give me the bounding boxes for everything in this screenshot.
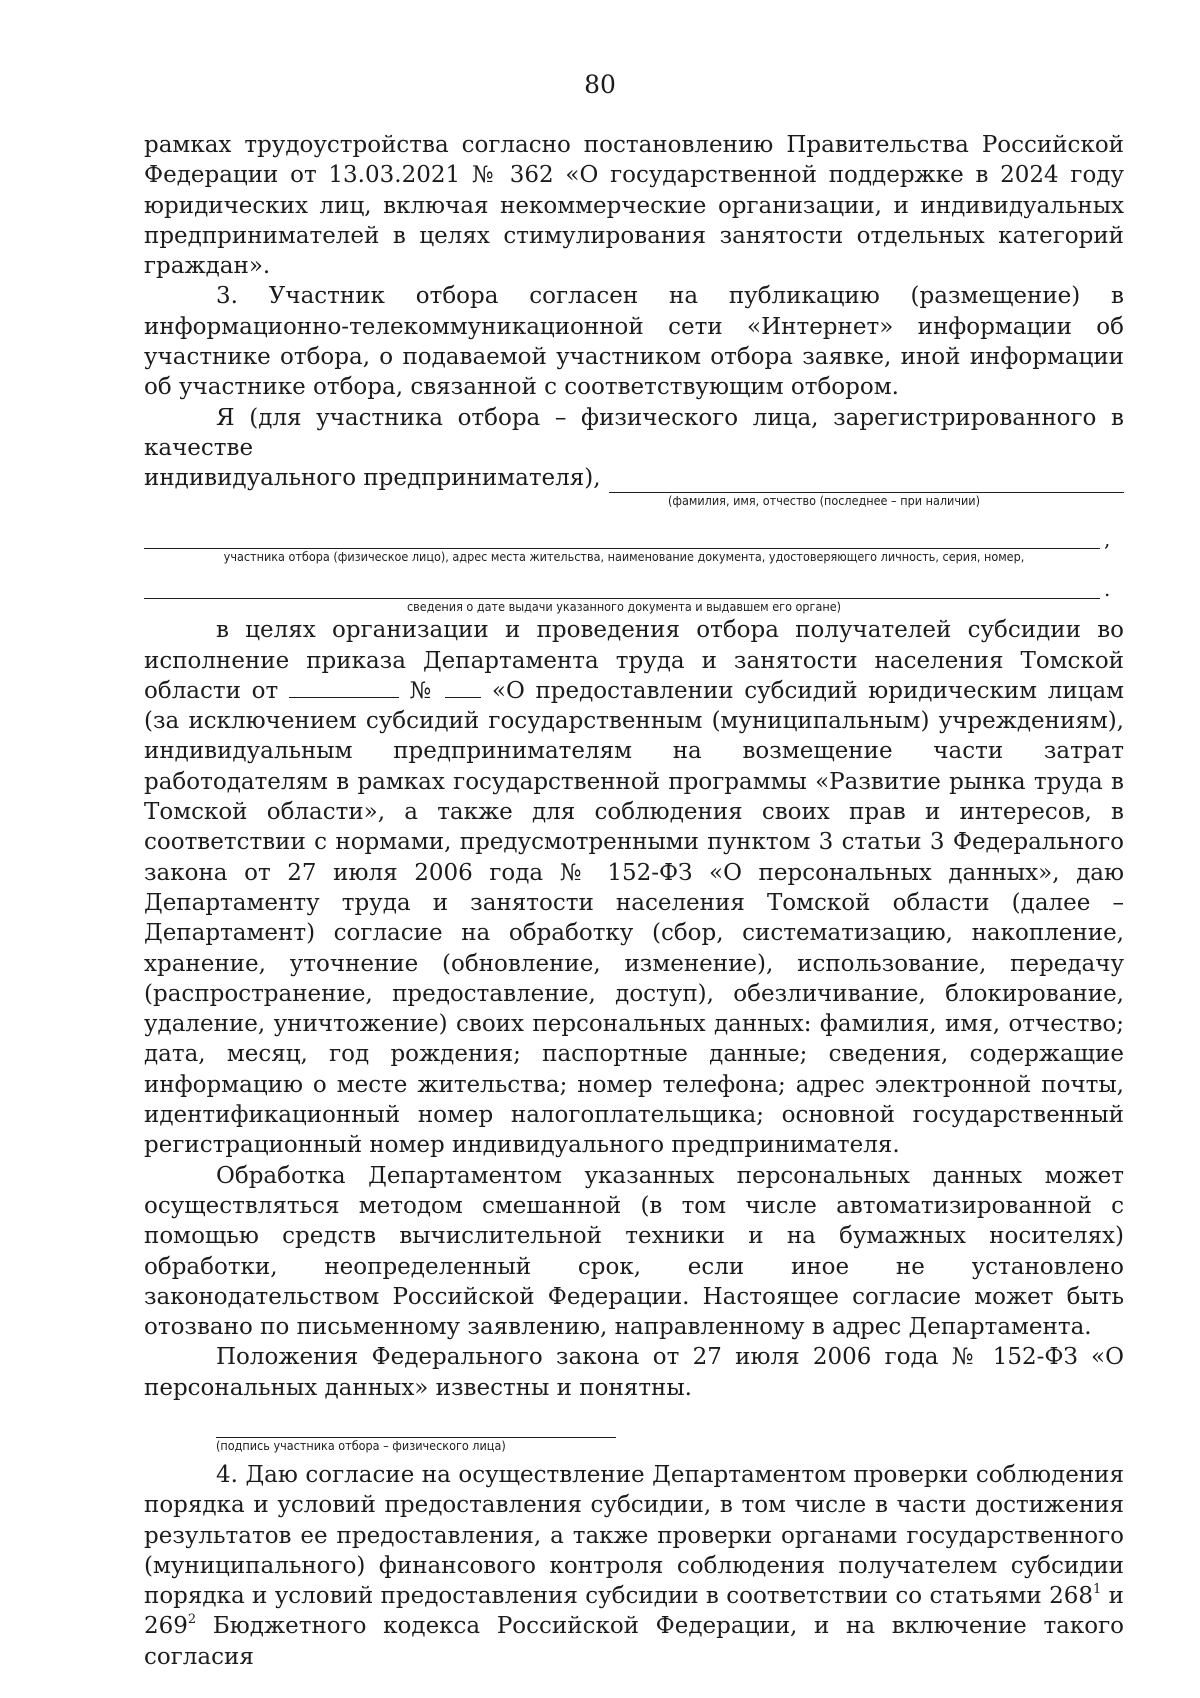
comma-mark: , — [1104, 527, 1111, 552]
entrepreneur-label: индивидуального предпринимателя), — [144, 464, 601, 491]
consent-intro-line: Я (для участника отбора – физического лица, зарегистрированного в качестве — [144, 404, 1124, 461]
document-issue-caption: сведения о дате выдачи указанного документа и выдавшем его органе) — [406, 599, 841, 615]
order-number-sign: № — [409, 677, 435, 704]
period-mark: . — [1104, 577, 1111, 602]
address-document-field[interactable] — [144, 528, 1100, 549]
full-name-row — [144, 463, 1124, 493]
address-caption: участника отбора (физическое лицо), адрес места жительства, наименование документа, удостоверяющего личность, серия, номер, — [223, 549, 1025, 565]
document-issue-row — [144, 573, 1124, 602]
inspection-text-a: 4. Даю согласие на осуществление Департаментом проверки соблюдения порядка и условий предоставления субсидии, в том числе в части достижения результатов ее предоставления, а также проверки органами государственного (муниципального) финансового контроля соблюдения получателем субсидии порядка и условий предоставления субсидии в соответствии со статьями 268 — [144, 1461, 1124, 1610]
paragraph-personal-data-consent — [144, 615, 1124, 1160]
inspection-text-c: Бюджетного кодекса Российской Федерации, и на включение такого согласия — [144, 1613, 1124, 1670]
paragraph-3-publication-consent: 3. Участник отбора согласен на публикацию (размещение) в информационно-телекоммуникационной сети «Интернет» информации об участнике отбора, о подаваемой участником отбора заявке, иной информации об участнике отбора, связанной с соответствующим отбором. — [144, 283, 1124, 401]
signature-line[interactable] — [216, 1437, 616, 1454]
order-number-field[interactable] — [445, 677, 481, 698]
full-name-caption: (фамилия, имя, отчество (последнее – при наличии) — [668, 493, 980, 509]
paragraph-employment-continuation: рамках трудоустройства согласно постановлению Правительства Российской Федерации от 13.03.2021 № 362 «О государственной поддержке в 2024 году юридических лиц, включая некоммерческие организации, и индивидуальных предпринимателей в целях стимулирования занятости отдельных категорий граждан». — [144, 132, 1124, 280]
inspection-text-b: и 269 — [144, 1583, 1125, 1640]
order-reference-text-a: в целях организации и проведения отбора получателей субсидии во исполнение приказа Департамента труда и занятости населения Томской области от — [144, 617, 1124, 704]
order-reference-text-b: «О предоставлении субсидий юридическим лицам (за исключением субсидий государственным (муниципальным) учреждениям), индивидуальным предпринимателям на возмещение части затрат работодателям в рамках государственной программы «Развитие рынка труда в Томской области», а также для соблюдения своих прав и интересов, в соответствии с нормами, предусмотренными пунктом 3 статьи 3 Федерального закона от 27 июля 2006 года № 152-ФЗ «О персональных данных», даю Департаменту труда и занятости населения Томской области (далее – Департамент) согласие на обработку (сбор, систематизацию, накопление, хранение, уточнение (обновление, изменение), использование, передачу (распространение, предоставление, доступ), обезличивание, блокирование, удаление, уничтожение) своих персональных данных: фамилия, имя, отчество; дата, месяц, год рождения; паспортные данные; сведения, содержащие информацию о месте жительства; номер телефона; адрес электронной почты, идентификационный номер налогоплательщика; основной государственный регистрационный номер индивидуального предпринимателя. — [144, 677, 1125, 1159]
document-body — [144, 130, 1124, 1672]
order-date-field[interactable] — [289, 677, 399, 698]
document-issue-field[interactable] — [144, 578, 1100, 599]
full-name-field[interactable] — [609, 468, 1124, 493]
paragraph-law-acknowledged: Положения Федерального закона от 27 июля 2006 года № 152-ФЗ «О персональных данных» известны и понятны. — [144, 1344, 1124, 1401]
paragraph-4-inspection-consent — [144, 1460, 1124, 1672]
address-row — [144, 523, 1124, 552]
article-superscript-2: 2 — [187, 1612, 197, 1628]
paragraph-processing-method: Обработка Департаментом указанных персональных данных может осуществляться методом смешанной (в том числе автоматизированной с помощью средств вычислительной техники и на бумажных носителях) обработки, неопределенный срок, если иное не установлено законодательством Российской Федерации. Настоящее согласие может быть отозвано по письменному заявлению, направленному в адрес Департамента. — [144, 1162, 1124, 1341]
article-superscript-1: 1 — [1093, 1582, 1102, 1598]
page-number: 80 — [584, 70, 616, 99]
signature-caption: (подпись участника отбора – физического лица) — [216, 1437, 506, 1453]
